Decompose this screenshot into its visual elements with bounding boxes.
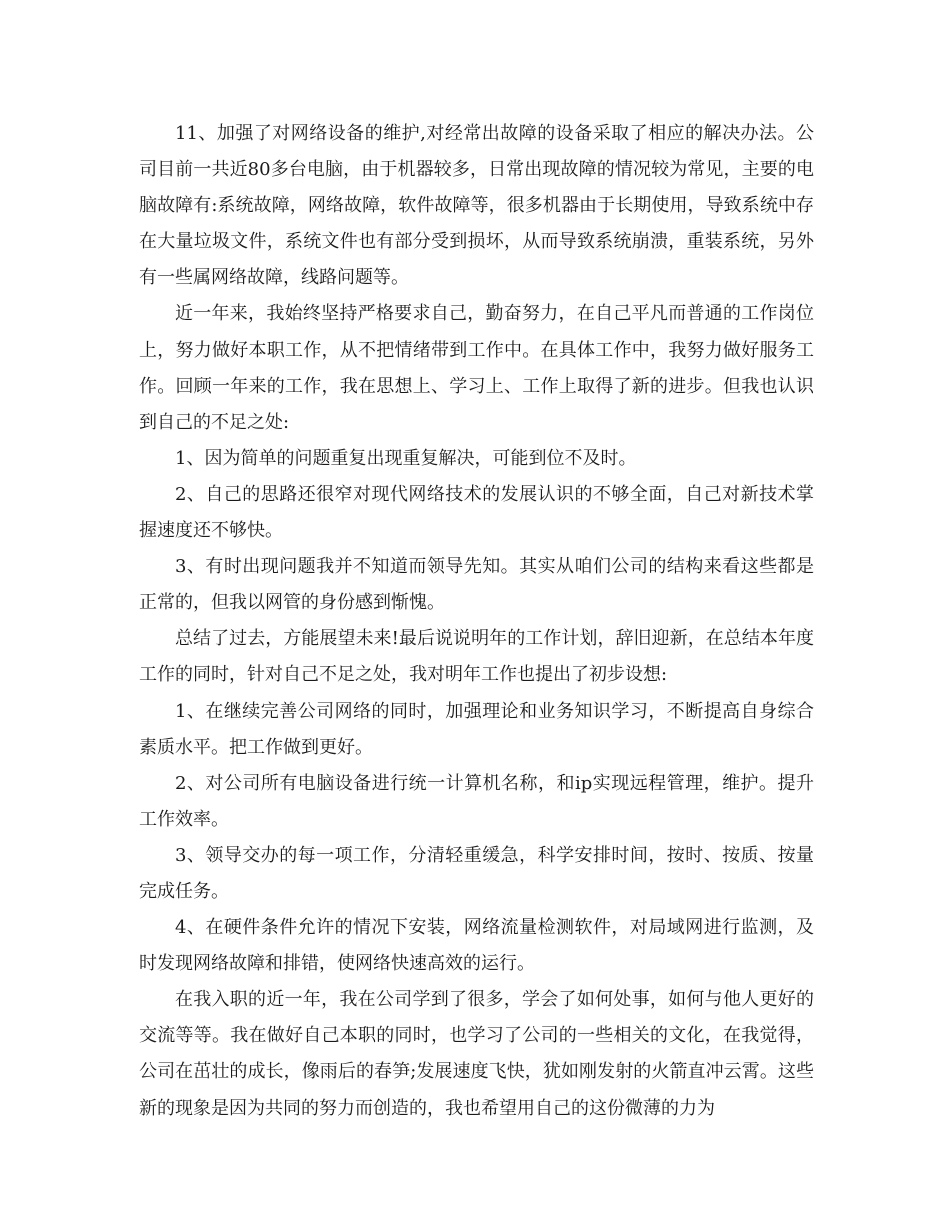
document-body — [139, 116, 814, 1127]
paragraph-plan-1: 1、在继续完善公司网络的同时，加强理论和业务知识学习，不断提高自身综合素质水平。把工作做到更好。 — [139, 700, 814, 758]
paragraph-next-year-intro: 总结了过去，方能展望未来!最后说说明年的工作计划，辞旧迎新，在总结本年度工作的同时，针对自己不足之处，我对明年工作也提出了初步设想: — [139, 628, 814, 686]
paragraph-shortcoming-2: 2、自己的思路还很窄对现代网络技术的发展认识的不够全面，自己对新技术掌握速度还不够快。 — [139, 483, 814, 542]
paragraph-shortcoming-1: 1、因为简单的问题重复出现重复解决，可能到位不及时。 — [175, 447, 637, 469]
paragraph-year-review: 近一年来，我始终坚持严格要求自己，勤奋努力，在自己平凡而普通的工作岗位上，努力做好本职工作，从不把情绪带到工作中。在具体工作中，我努力做好服务工作。回顾一年来的工作，我在思想上、学习上、工作上取得了新的进步。但我也认识到自己的不足之处: — [139, 303, 814, 433]
paragraph-network-maintenance: 11、加强了对网络设备的维护,对经常出故障的设备采取了相应的解决办法。公司目前一共近80多台电脑，由于机器较多，日常出现故障的情况较为常见，主要的电脑故障有:系统故障，网络故障，软件故障等，很多机器由于长期使用，导致系统中存在大量垃圾文件，系统文件也有部分受到损坏，从而导致系统崩溃，重装系统，另外有一些属网络故障，线路问题等。 — [139, 123, 814, 289]
paragraph-shortcoming-3: 3、有时出现问题我并不知道而领导先知。其实从咱们公司的结构来看这些都是正常的，但我以网管的身份感到惭愧。 — [139, 556, 814, 614]
paragraph-plan-2: 2、对公司所有电脑设备进行统一计算机名称，和ip实现远程管理，维护。提升工作效率。 — [139, 772, 814, 830]
paragraph-closing: 在我入职的近一年，我在公司学到了很多，学会了如何处事，如何与他人更好的交流等等。我在做好自己本职的同时，也学习了公司的一些相关的文化，在我觉得，公司在茁壮的成长，像雨后的春笋;发展速度飞快，犹如刚发射的火箭直冲云霄。这些新的现象是因为共同的努力而创造的，我也希望用自己的这份微薄的力为 — [139, 989, 814, 1119]
paragraph-plan-3: 3、领导交办的每一项工作，分清轻重缓急，科学安排时间，按时、按质、按量完成任务。 — [139, 844, 814, 902]
paragraph-plan-4: 4、在硬件条件允许的情况下安装，网络流量检测软件，对局域网进行监测，及时发现网络故障和排错，使网络快速高效的运行。 — [139, 917, 814, 975]
